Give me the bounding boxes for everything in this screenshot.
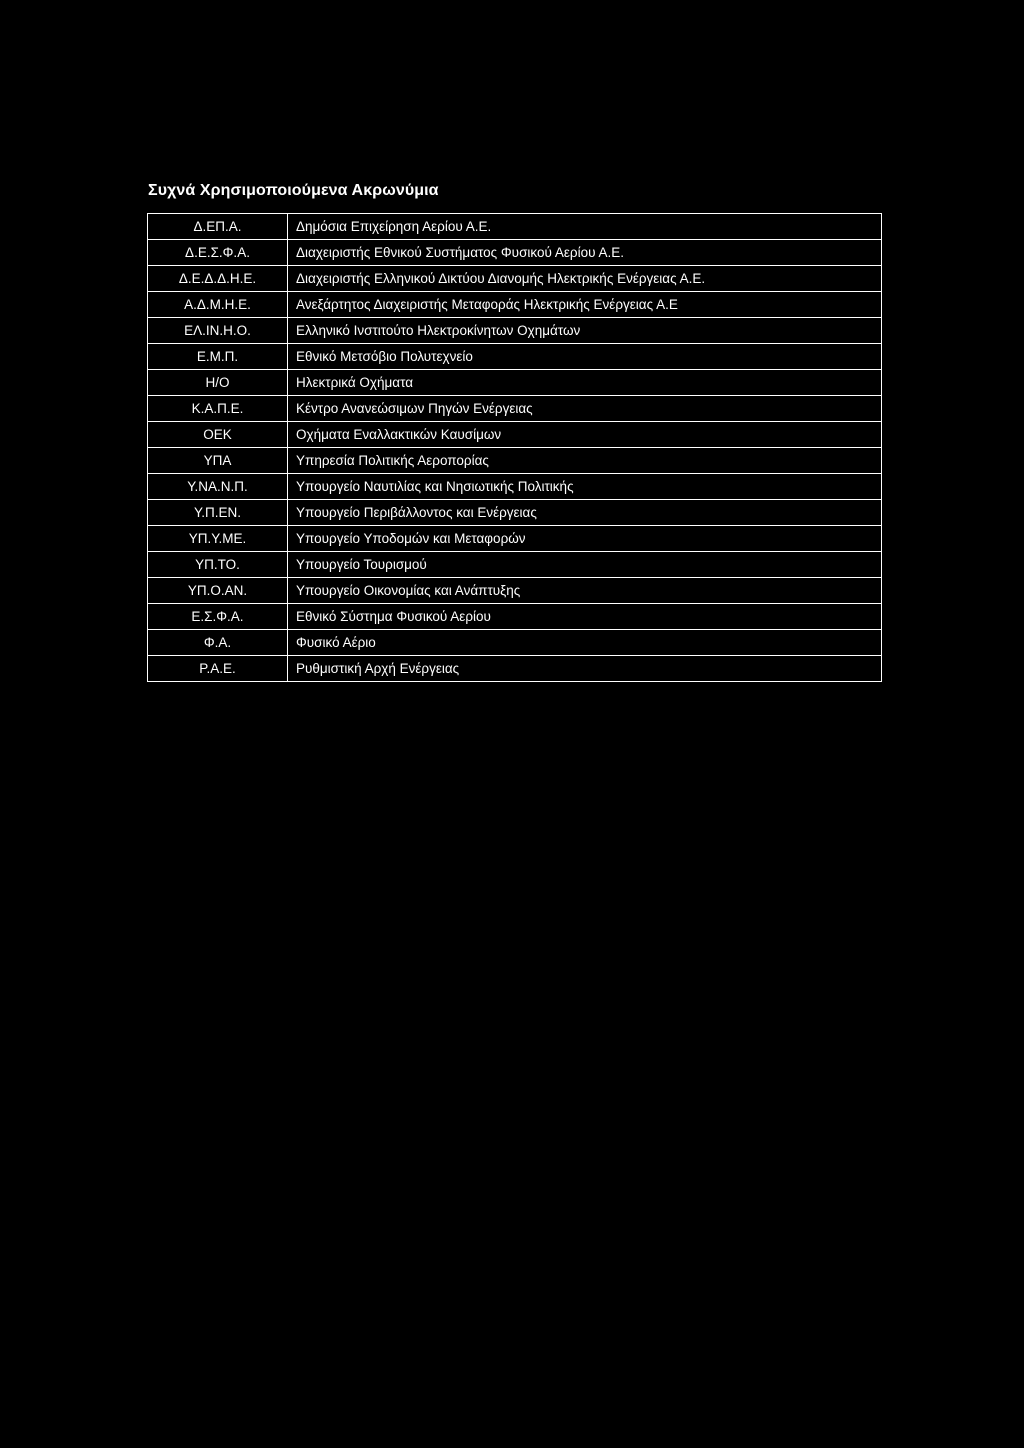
- acronym-cell: Ρ.Α.Ε.: [148, 656, 288, 682]
- table-row: [148, 396, 882, 422]
- acronym-cell: ΕΛ.ΙΝ.Η.Ο.: [148, 318, 288, 344]
- acronym-cell: Δ.Ε.Δ.Δ.Η.Ε.: [148, 266, 288, 292]
- acronym-cell: Δ.ΕΠ.Α.: [148, 214, 288, 240]
- acronym-cell: ΥΠ.Υ.ΜΕ.: [148, 526, 288, 552]
- definition-cell: Υπουργείο Οικονομίας και Ανάπτυξης: [288, 578, 882, 604]
- acronym-cell: Υ.ΝΑ.Ν.Π.: [148, 474, 288, 500]
- definition-cell: Διαχειριστής Ελληνικού Δικτύου Διανομής Ηλεκτρικής Ενέργειας Α.Ε.: [288, 266, 882, 292]
- acronym-cell: Η/Ο: [148, 370, 288, 396]
- table-row: [148, 474, 882, 500]
- table-row: [148, 240, 882, 266]
- table-row: [148, 370, 882, 396]
- definition-cell: Υπηρεσία Πολιτικής Αεροπορίας: [288, 448, 882, 474]
- acronym-cell: Ε.Μ.Π.: [148, 344, 288, 370]
- definition-cell: Εθνικό Σύστημα Φυσικού Αερίου: [288, 604, 882, 630]
- definition-cell: Ηλεκτρικά Οχήματα: [288, 370, 882, 396]
- definition-cell: Δημόσια Επιχείρηση Αερίου Α.Ε.: [288, 214, 882, 240]
- definition-cell: Κέντρο Ανανεώσιμων Πηγών Ενέργειας: [288, 396, 882, 422]
- table-row: [148, 318, 882, 344]
- table-row: [148, 292, 882, 318]
- acronym-cell: ΥΠ.ΤΟ.: [148, 552, 288, 578]
- acronyms-table-body: [148, 214, 882, 682]
- table-row: [148, 422, 882, 448]
- acronym-cell: ΥΠ.Ο.ΑΝ.: [148, 578, 288, 604]
- acronym-cell: Δ.Ε.Σ.Φ.Α.: [148, 240, 288, 266]
- table-row: [148, 448, 882, 474]
- table-row: [148, 604, 882, 630]
- table-row: [148, 500, 882, 526]
- definition-cell: Υπουργείο Ναυτιλίας και Νησιωτικής Πολιτικής: [288, 474, 882, 500]
- table-row: [148, 630, 882, 656]
- page-title: Συχνά Χρησιμοποιούμενα Ακρωνύμια: [148, 182, 439, 199]
- table-row: [148, 656, 882, 682]
- acronym-cell: Φ.Α.: [148, 630, 288, 656]
- definition-cell: Εθνικό Μετσόβιο Πολυτεχνείο: [288, 344, 882, 370]
- table-row: [148, 344, 882, 370]
- definition-cell: Υπουργείο Υποδομών και Μεταφορών: [288, 526, 882, 552]
- acronym-cell: Α.Δ.Μ.Η.Ε.: [148, 292, 288, 318]
- table-row: [148, 266, 882, 292]
- acronym-cell: ΟΕΚ: [148, 422, 288, 448]
- definition-cell: Διαχειριστής Εθνικού Συστήματος Φυσικού Αερίου Α.Ε.: [288, 240, 882, 266]
- acronym-cell: Κ.Α.Π.Ε.: [148, 396, 288, 422]
- definition-cell: Ρυθμιστική Αρχή Ενέργειας: [288, 656, 882, 682]
- definition-cell: Ελληνικό Ινστιτούτο Ηλεκτροκίνητων Οχημάτων: [288, 318, 882, 344]
- table-row: [148, 214, 882, 240]
- acronyms-table: [147, 213, 882, 682]
- table-row: [148, 526, 882, 552]
- acronym-cell: Υ.Π.ΕΝ.: [148, 500, 288, 526]
- definition-cell: Οχήματα Εναλλακτικών Καυσίμων: [288, 422, 882, 448]
- acronym-cell: ΥΠΑ: [148, 448, 288, 474]
- definition-cell: Φυσικό Αέριο: [288, 630, 882, 656]
- table-row: [148, 552, 882, 578]
- definition-cell: Υπουργείο Περιβάλλοντος και Ενέργειας: [288, 500, 882, 526]
- definition-cell: Υπουργείο Τουρισμού: [288, 552, 882, 578]
- table-row: [148, 578, 882, 604]
- acronym-cell: Ε.Σ.Φ.Α.: [148, 604, 288, 630]
- definition-cell: Ανεξάρτητος Διαχειριστής Μεταφοράς Ηλεκτρικής Ενέργειας Α.Ε: [288, 292, 882, 318]
